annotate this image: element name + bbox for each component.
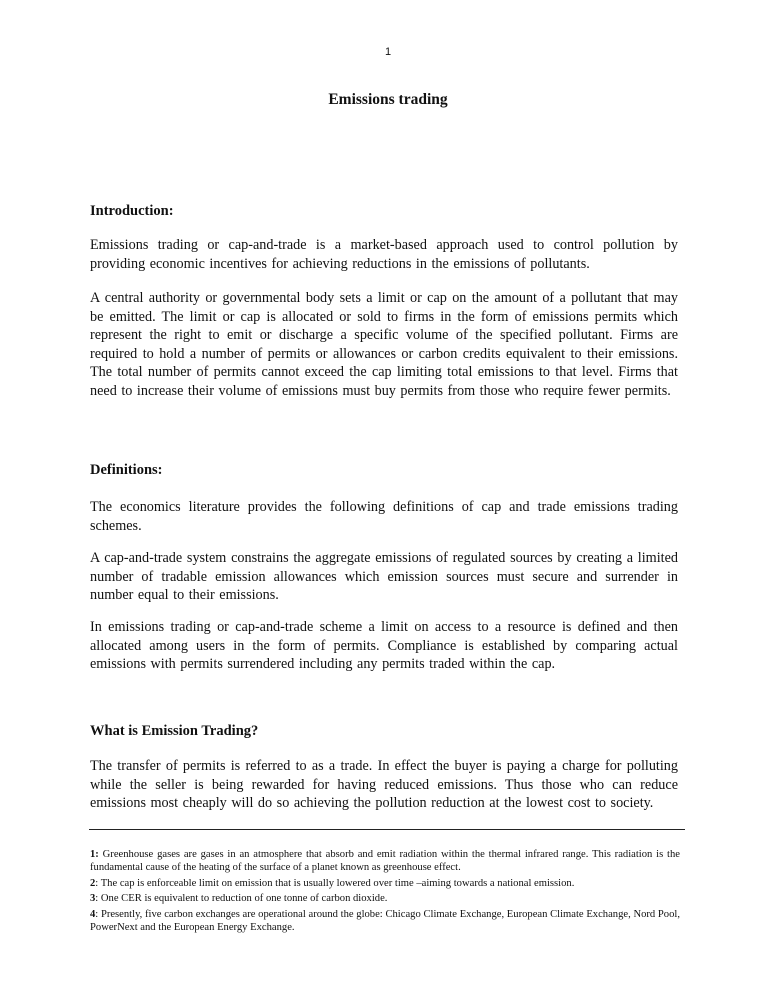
footnote-divider <box>89 829 685 830</box>
footnote-1 <box>90 848 680 875</box>
paragraph-intro-2: A central authority or governmental body sets a limit or cap on the amount of a pollutant that may be emitted. The limit or cap is allocated or sold to firms in the form of emissions permits which represent the right to emit or discharge a specific volume of the specified pollutant. Firms are required to hold a number of permits or allowances or carbon credits equivalent to their emissions. The total number of permits cannot exceed the cap limiting total emissions to that level. Firms that need to increase their volume of emissions must buy permits from those who require fewer permits. <box>90 290 678 399</box>
paragraph-definitions-2: A cap-and-trade system constrains the aggregate emissions of regulated sources by creating a limited number of tradable emission allowances which emission sources must secure and surrender in number equal to their emissions. <box>90 550 678 604</box>
section-heading-definitions: Definitions: <box>90 462 163 478</box>
footnotes <box>90 848 680 936</box>
section-heading-what-is: What is Emission Trading? <box>90 723 259 739</box>
footnote-4 <box>90 908 680 935</box>
footnote-2 <box>90 877 680 890</box>
footnote-text: : Presently, five carbon exchanges are operational around the globe: Chicago Climate Exchange, European Climate Exchange, Nord Pool, PowerNext and the European Energy Exchange. <box>90 908 680 934</box>
footnote-number: 1: <box>90 849 99 860</box>
footnote-text: : One CER is equivalent to reduction of one tonne of carbon dioxide. <box>95 893 388 905</box>
paragraph-definitions-1: The economics literature provides the following definitions of cap and trade emissions trading schemes. <box>90 499 678 534</box>
page-title: Emissions trading <box>328 91 448 108</box>
paragraph-definitions-3: In emissions trading or cap-and-trade scheme a limit on access to a resource is defined and then allocated among users in the form of permits. Compliance is established by comparing actual emissions with permits surrendered including any permits traded within the cap. <box>90 619 678 673</box>
paragraph-what-is-1: The transfer of permits is referred to as a trade. In effect the buyer is paying a charge for polluting while the seller is being rewarded for having reduced emissions. Thus those who can reduce emissions most cheaply will do so achieving the pollution reduction at the lowest cost to society. <box>90 758 678 812</box>
page-number: 1 <box>384 46 392 58</box>
footnote-number: 4 <box>90 908 96 920</box>
footnote-number: 2 <box>90 877 96 889</box>
section-heading-introduction: Introduction: <box>90 203 174 219</box>
paragraph-intro-1: Emissions trading or cap-and-trade is a market-based approach used to control pollution by providing economic incentives for achieving reductions in the emissions of pollutants. <box>90 237 678 272</box>
footnote-text: : The cap is enforceable limit on emission that is usually lowered over time –aiming towards a national emission. <box>95 877 575 889</box>
footnote-3 <box>90 892 680 905</box>
footnote-text: Greenhouse gases are gases in an atmosphere that absorb and emit radiation within the thermal infrared range. This radiation is the fundamental cause of the heating of the surface of a planet known as greenhouse effect. <box>90 849 680 874</box>
footnote-number: 3 <box>90 893 96 905</box>
